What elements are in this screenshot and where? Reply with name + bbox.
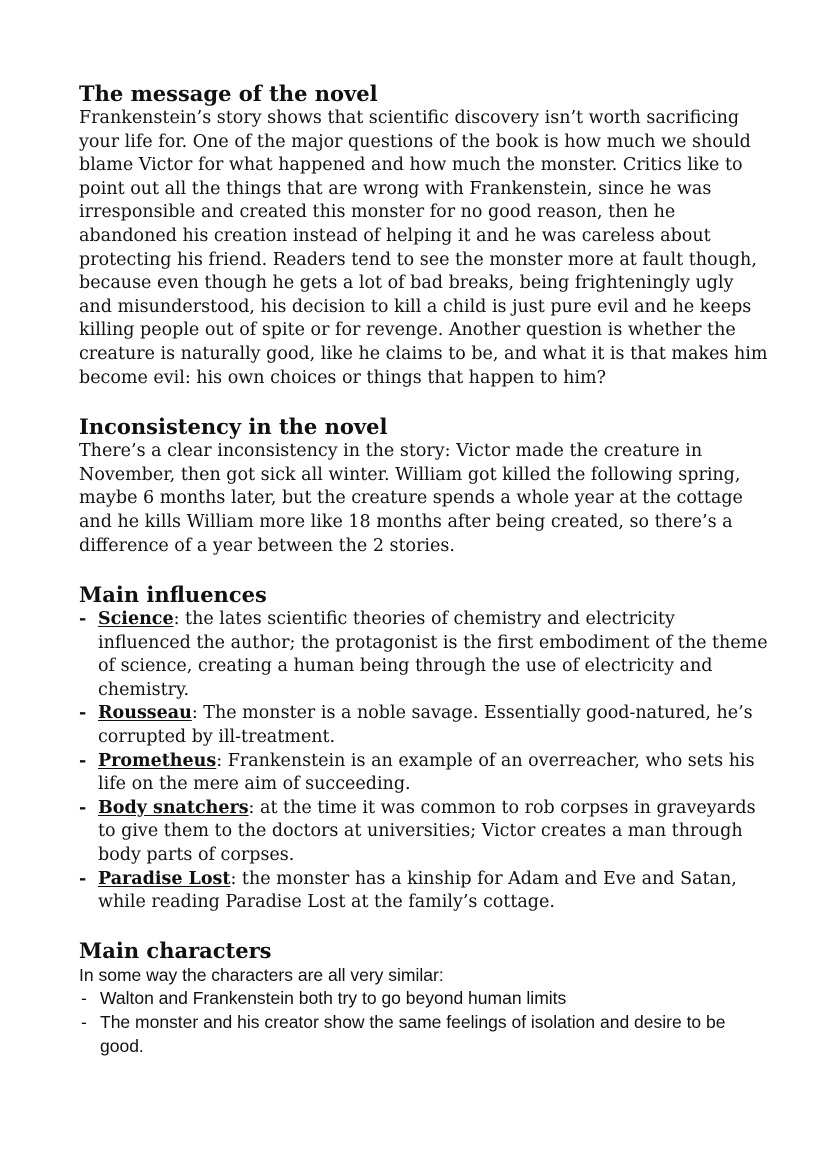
influence-text: : The monster is a noble savage. Essentially good-natured, he’s corrupted by ill-treatment.: [98, 703, 753, 748]
bullet-dash: -: [79, 750, 87, 771]
influence-term: Paradise Lost: [98, 868, 231, 889]
characters-list: [79, 987, 769, 1058]
influences-list: [79, 608, 769, 915]
document-page: [79, 80, 769, 1058]
bullet-dash: -: [81, 988, 87, 1009]
influence-term: Prometheus: [98, 750, 217, 771]
character-text: Walton and Frankenstein both try to go beyond human limits: [100, 988, 567, 1009]
bullet-dash: -: [79, 868, 87, 889]
list-item-character-2: [79, 1011, 769, 1058]
section-characters: [79, 937, 769, 1058]
section-title-inconsistency: Inconsistency in the novel: [79, 414, 388, 440]
list-item-paradise-lost: [79, 868, 769, 915]
character-text: The monster and his creator show the same feelings of isolation and desire to be good.: [100, 1012, 726, 1056]
influence-text: : Frankenstein is an example of an overreacher, who sets his life on the mere aim of succeeding.: [98, 750, 755, 795]
influence-term: Body snatchers: [98, 797, 249, 818]
influence-text: : the monster has a kinship for Adam and Eve and Satan, while reading Paradise Lost at the family’s cottage.: [98, 868, 737, 913]
section-title-characters: Main characters: [79, 937, 272, 963]
section-title-message: The message of the novel: [79, 81, 378, 106]
section-inconsistency: [79, 413, 769, 558]
list-item-prometheus: [79, 750, 769, 797]
bullet-dash: -: [79, 797, 87, 818]
list-item-character-1: [79, 987, 769, 1011]
bullet-dash: -: [79, 609, 87, 630]
section-message: [79, 80, 769, 390]
section-body-inconsistency: There’s a clear inconsistency in the story: Victor made the creature in November, then got sick all winter. William got killed the following spring, maybe 6 months later, but the creature spends a whole year at the cottage and he kills William more like 18 months after being created, so there’s a difference of a year between the 2 stories.: [79, 441, 743, 556]
influence-text: : the lates scientific theories of chemistry and electricity influenced the author; the protagonist is the first embodiment of the theme of science, creating a human being through the use of electricity and chemistry.: [98, 609, 768, 700]
influence-text: : at the time it was common to rob corpses in graveyards to give them to the doctors at universities; Victor creates a man through body parts of corpses.: [98, 797, 756, 866]
characters-intro: In some way the characters are all very similar:: [79, 964, 444, 985]
section-body-message: Frankenstein’s story shows that scientific discovery isn’t worth sacrificing your life for. One of the major questions of the book is how much we should blame Victor for what happened and how much the monster. Critics like to point out all the things that are wrong with Frankenstein, since he was irresponsible and created this monster for no good reason, then he abandoned his creation instead of helping it and he was careless about protecting his friend. Readers tend to see the monster more at fault though, because even though he gets a lot of bad breaks, being frighteningly ugly and misunderstood, his decision to kill a child is just pure evil and he keeps killing people out of spite or for revenge. Another question is whether the creature is naturally good, like he claims to be, and what it is that makes him become evil: his own choices or things that happen to him?: [79, 108, 768, 388]
list-item-rousseau: [79, 702, 769, 749]
list-item-body-snatchers: [79, 797, 769, 868]
influence-term: Science: [98, 609, 174, 630]
section-title-influences: Main influences: [79, 582, 267, 608]
influence-term: Rousseau: [98, 703, 192, 724]
section-influences: [79, 581, 769, 915]
bullet-dash: -: [79, 703, 87, 724]
list-item-science: [79, 608, 769, 702]
bullet-dash: -: [81, 1012, 87, 1032]
